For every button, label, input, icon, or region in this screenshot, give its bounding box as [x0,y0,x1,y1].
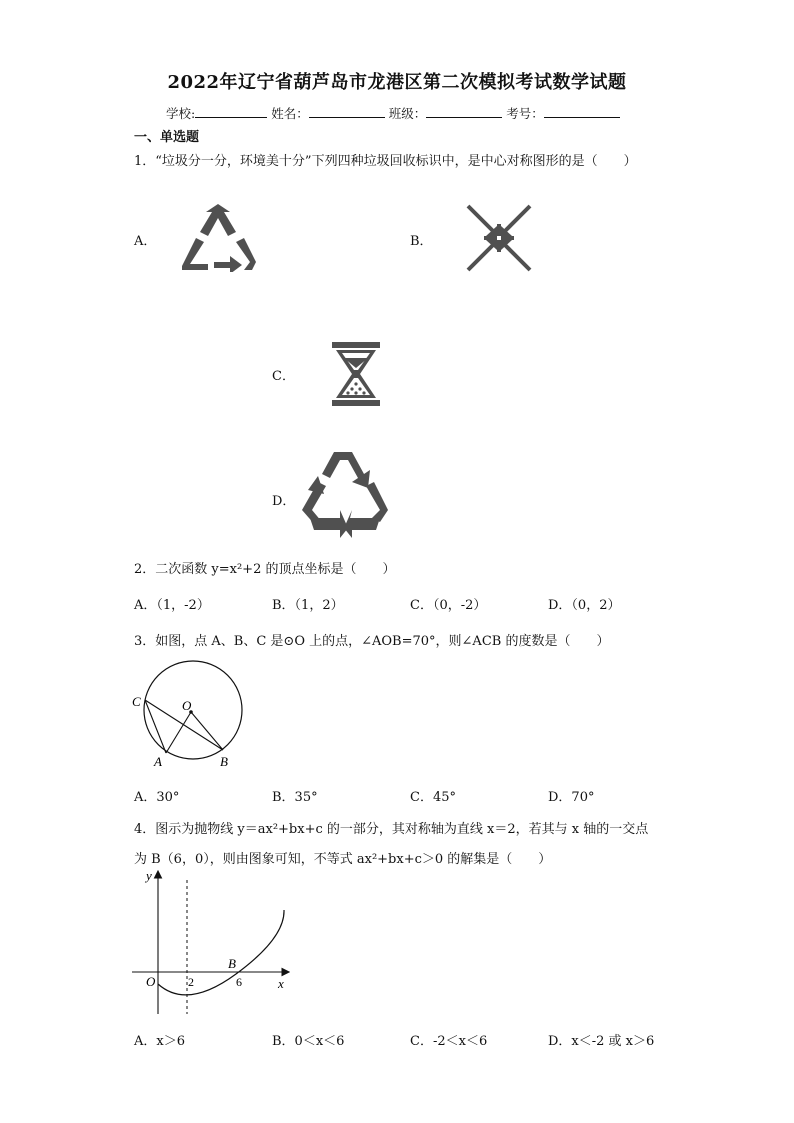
tick-2-label: 2 [188,975,194,989]
tick-6-label: 6 [236,975,242,989]
origin-label: O [146,974,156,989]
q2-option-c[interactable]: C．（0，-2） [410,598,487,613]
q1-option-a-label: A． [134,234,157,249]
page-title: 2022年辽宁省葫芦岛市龙港区第二次模拟考试数学试题 [167,72,627,93]
parabola-figure [128,866,298,1016]
q3-option-c[interactable]: C．45° [410,790,456,805]
recycle-arrows-icon [300,448,390,540]
q2-option-a[interactable]: A．（1，-2） [134,598,210,613]
q1-option-d-label: D． [272,494,296,509]
question-2-stem: 2．二次函数 y=x²+2 的顶点坐标是（ ） [134,562,396,577]
label-b: B [220,754,228,769]
circle-figure [128,660,253,772]
q3-option-a[interactable]: A．30° [134,790,180,805]
inward-arrows-cross-icon [464,204,534,272]
question-4-stem-line2: 为 B（6，0），则由图象可知，不等式 ax²+bx+c＞0 的解集是（ ） [134,852,552,867]
q1-option-b-label: B． [410,234,433,249]
question-4-stem-line1: 4．图示为抛物线 y＝ax²+bx+c 的一部分，其对称轴为直线 x＝2，若其与 x 轴的一交点 [134,822,649,837]
axis-x-label: x [278,976,284,991]
label-c: C [132,694,141,709]
point-b-label: B [228,956,236,971]
student-info-line [166,104,620,122]
q4-option-a[interactable]: A．x＞6 [134,1034,185,1049]
section-title: 一、单选题 [134,130,200,145]
question-3-stem: 3．如图，点 A、B、C 是⊙O 上的点，∠AOB=70°，则∠ACB 的度数是（ ） [134,634,610,649]
q4-option-d[interactable]: D．x＜-2 或 x＞6 [548,1034,655,1049]
hourglass-icon [330,340,382,408]
axis-y-label: y [146,868,152,883]
label-a: A [154,754,162,769]
recycle-triangle-icon [178,202,258,272]
q2-option-d[interactable]: D．（0，2） [548,598,621,613]
exam-no-label: 考号： [506,106,544,121]
q4-option-c[interactable]: C．-2＜x＜6 [410,1034,488,1049]
q4-option-b[interactable]: B．0＜x＜6 [272,1034,345,1049]
label-o: O [182,698,192,713]
q3-option-b[interactable]: B．35° [272,790,318,805]
class-label: 班级： [388,106,427,121]
school-label: 学校: [166,106,196,121]
q3-option-d[interactable]: D．70° [548,790,595,805]
question-1-stem: 1．“垃圾分一分，环境美十分”下列四种垃圾回收标识中，是中心对称图形的是（ ） [134,154,637,169]
q1-option-c-label: C． [272,369,295,384]
class-blank[interactable] [426,105,502,118]
exam-no-blank[interactable] [544,105,620,118]
name-label: 姓名： [271,106,309,121]
q2-option-b[interactable]: B．（1，2） [272,598,344,613]
school-blank[interactable] [195,105,267,118]
name-blank[interactable] [309,105,385,118]
